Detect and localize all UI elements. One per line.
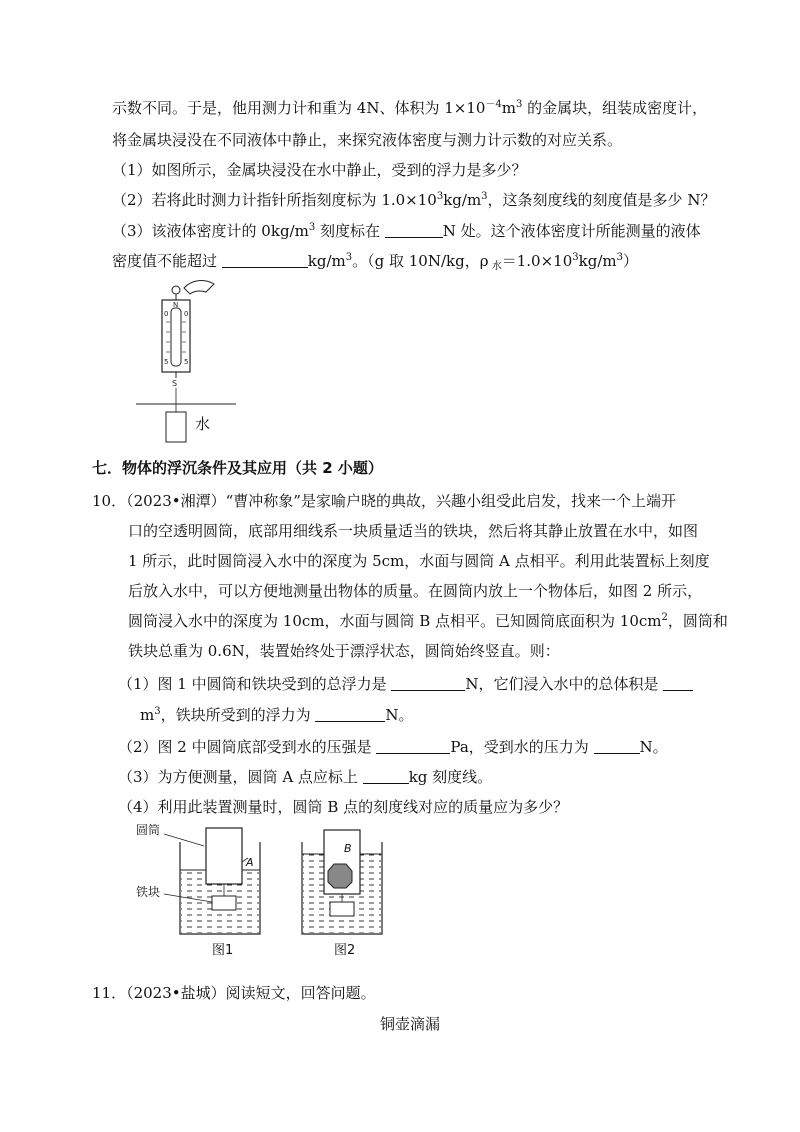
q10-line-4: 后放入水中，可以方便地测量出物体的质量。在圆筒内放上一个物体后，如图 2 所示， bbox=[128, 582, 703, 600]
q11-title: 铜壶滴漏 bbox=[380, 1015, 441, 1033]
q9-line-1: 示数不同。于是，他用测力计和重为 4N、体积为 $1\times 10^{-4}m^3$ 的金属块，组装成密度计， bbox=[112, 99, 708, 117]
answer-blank bbox=[391, 676, 465, 691]
cylinder bbox=[206, 828, 242, 884]
hand-icon bbox=[184, 281, 214, 294]
q10-sub-1: （1）图 1 中圆筒和铁块受到的总浮力是 N，它们浸入水中的总体积是 bbox=[118, 674, 693, 694]
q10-line-3: 1 所示，此时圆筒浸入水中的深度为 5cm，水面与圆筒 A 点相平。利用此装置标上刻度 bbox=[128, 552, 710, 570]
scale-unit-label: N bbox=[173, 301, 179, 309]
iron-block bbox=[212, 896, 236, 910]
svg-text:5: 5 bbox=[164, 358, 169, 366]
q10-line-1: 10．（2023•湘潭）“曹冲称象”是家喻户晓的典故，兴趣小组受此启发，找来一个上端开 bbox=[92, 492, 676, 510]
q10-sub-3: （3）为方便测量，圆筒 A 点应标上 kg 刻度线。 bbox=[118, 768, 493, 786]
q9-part-3-cont: 密度值不能超过 $kg/m^3$。（g 取 10N/kg，ρ $_水=1.0\times 10^3kg/m^3$） bbox=[112, 252, 638, 272]
answer-blank bbox=[594, 739, 640, 754]
scale-tube bbox=[171, 308, 181, 366]
svg-text:5: 5 bbox=[184, 358, 189, 366]
q10-sub-1-cont: $m^3$，铁块所受到的浮力为 N。 bbox=[140, 706, 414, 724]
iron-block bbox=[330, 902, 354, 916]
q9-part-1: （1）如图所示，金属块浸没在水中静止，受到的浮力是多少？ bbox=[112, 161, 527, 179]
hook-label: S bbox=[172, 379, 178, 388]
water-label: 水 bbox=[195, 415, 211, 433]
answer-blank bbox=[385, 223, 443, 238]
figure-1 bbox=[136, 822, 276, 962]
q10-sub-2: （2）图 2 中圆筒底部受到水的压强是 Pa，受到水的压力为 N。 bbox=[118, 738, 668, 756]
placed-object bbox=[328, 864, 352, 888]
answer-blank bbox=[222, 253, 308, 268]
answer-blank bbox=[363, 769, 409, 784]
point-a-label: A bbox=[246, 856, 254, 869]
answer-blank bbox=[315, 707, 385, 722]
point-b-label: B bbox=[344, 842, 352, 855]
scale-ring bbox=[172, 286, 180, 294]
q9-line-2: 将金属块浸没在不同液体中静止，来探究液体密度与测力计示数的对应关系。 bbox=[112, 131, 623, 149]
figure-1-caption: 图1 bbox=[212, 943, 234, 958]
q9-part-3: （3）该液体密度计的 $0kg/m^3$ 刻度标在 N 处。这个液体密度计所能测量的液体 bbox=[112, 222, 701, 240]
spring-scale-figure bbox=[136, 278, 246, 448]
svg-text:0: 0 bbox=[164, 310, 169, 318]
figure-2-caption: 图2 bbox=[334, 943, 356, 958]
metal-block bbox=[166, 412, 186, 442]
answer-blank bbox=[376, 739, 450, 754]
q10-line-6: 铁块总重为 0.6N，装置始终处于漂浮状态，圆筒始终竖直。则： bbox=[128, 642, 560, 660]
figure-2 bbox=[298, 822, 398, 962]
section-heading: 七．物体的浮沉条件及其应用（共 2 小题） bbox=[92, 459, 383, 477]
cylinder-label: 圆筒 bbox=[136, 823, 161, 837]
iron-label: 铁块 bbox=[136, 885, 161, 899]
q10-line-5: 圆筒浸入水中的深度为 10cm，水面与圆筒 B 点相平。已知圆筒底面积为 $10cm^2$，圆筒和 bbox=[128, 612, 728, 630]
svg-text:0: 0 bbox=[184, 310, 189, 318]
q11-line-1: 11．（2023•盐城）阅读短文，回答问题。 bbox=[92, 984, 376, 1002]
answer-blank bbox=[663, 676, 693, 691]
q10-sub-4: （4）利用此装置测量时，圆筒 B 点的刻度线对应的质量应为多少？ bbox=[118, 798, 569, 816]
label-pointer bbox=[164, 834, 204, 846]
q10-line-2: 口的空透明圆筒，底部用细线系一块质量适当的铁块，然后将其静止放置在水中，如图 bbox=[128, 522, 699, 540]
q9-part-2: （2）若将此时测力计指针所指刻度标为 $1.0\times 10^3kg/m^3$，这条刻度线的刻度值是多少 N？ bbox=[112, 191, 716, 209]
